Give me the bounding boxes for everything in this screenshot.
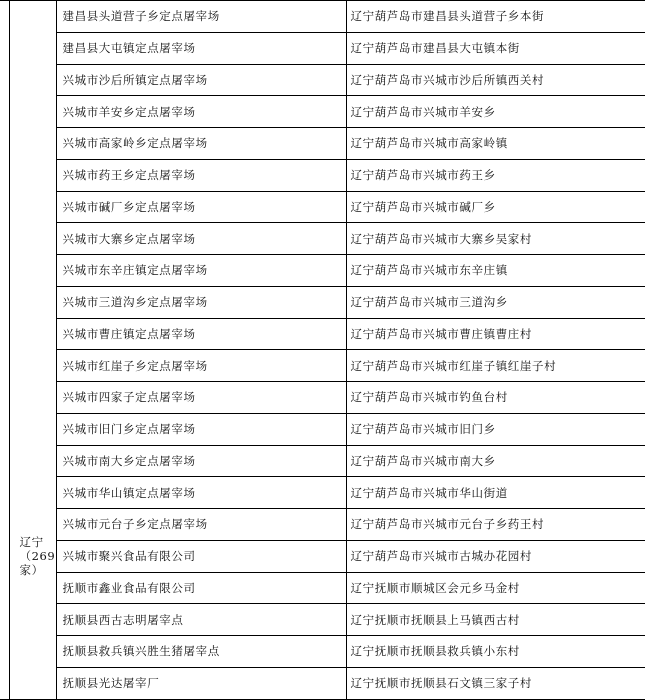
facility-address: 辽宁葫芦岛市兴城市华山街道 [346, 477, 645, 509]
table-row [0, 128, 645, 160]
facility-address: 辽宁葫芦岛市建昌县大屯镇本街 [346, 32, 645, 64]
table-row [0, 413, 645, 445]
table-row [0, 445, 645, 477]
facility-address: 辽宁葫芦岛市兴城市钓鱼台村 [346, 382, 645, 414]
table-row [0, 540, 645, 572]
facility-name: 抚顺县救兵镇兴胜生猪屠宰点 [56, 636, 346, 668]
facility-address: 辽宁抚顺市抚顺县上马镇西古村 [346, 604, 645, 636]
facility-address: 辽宁葫芦岛市兴城市曹庄镇曹庄村 [346, 318, 645, 350]
facility-name: 抚顺县光达屠宰厂 [56, 667, 346, 699]
facility-address: 辽宁抚顺市顺城区会元乡马金村 [346, 572, 645, 604]
table-row [0, 604, 645, 636]
facility-name: 兴城市碱厂乡定点屠宰场 [56, 191, 346, 223]
table-row [0, 509, 645, 541]
facility-name: 兴城市聚兴食品有限公司 [56, 540, 346, 572]
table-row [0, 477, 645, 509]
region-unit: 家） [19, 562, 44, 577]
facility-name: 建昌县大屯镇定点屠宰场 [56, 32, 346, 64]
facility-name: 兴城市东辛庄镇定点屠宰场 [56, 255, 346, 287]
table-row [0, 1, 645, 33]
facility-name: 建昌县头道营子乡定点屠宰场 [56, 1, 346, 33]
table-row [0, 223, 645, 255]
facility-name: 兴城市羊安乡定点屠宰场 [56, 96, 346, 128]
table-row [0, 350, 645, 382]
table-row [0, 318, 645, 350]
table-row [0, 32, 645, 64]
facility-address: 辽宁葫芦岛市兴城市三道沟乡 [346, 286, 645, 318]
facility-name: 兴城市沙后所镇定点屠宰场 [56, 64, 346, 96]
region-cell [9, 1, 56, 700]
table-row [0, 382, 645, 414]
facility-address: 辽宁葫芦岛市兴城市红崖子镇红崖子村 [346, 350, 645, 382]
facility-name: 兴城市药王乡定点屠宰场 [56, 159, 346, 191]
facility-name: 兴城市红崖子乡定点屠宰场 [56, 350, 346, 382]
facility-name: 兴城市大寨乡定点屠宰场 [56, 223, 346, 255]
table-row [0, 64, 645, 96]
facility-address: 辽宁葫芦岛市兴城市旧门乡 [346, 413, 645, 445]
facility-address: 辽宁葫芦岛市兴城市羊安乡 [346, 96, 645, 128]
facility-address: 辽宁葫芦岛市兴城市东辛庄镇 [346, 255, 645, 287]
facility-address: 辽宁葫芦岛市兴城市碱厂乡 [346, 191, 645, 223]
facility-name: 兴城市曹庄镇定点屠宰场 [56, 318, 346, 350]
facility-address: 辽宁抚顺市抚顺县石文镇三家子村 [346, 667, 645, 699]
region-count: （269 [19, 548, 56, 563]
facility-address: 辽宁葫芦岛市兴城市南大乡 [346, 445, 645, 477]
table-row [0, 636, 645, 668]
table-row [0, 572, 645, 604]
table-row [0, 96, 645, 128]
facility-name: 兴城市高家岭乡定点屠宰场 [56, 128, 346, 160]
table-row [0, 191, 645, 223]
facility-name: 兴城市旧门乡定点屠宰场 [56, 413, 346, 445]
facility-address: 辽宁葫芦岛市兴城市古城办花园村 [346, 540, 645, 572]
facility-address: 辽宁葫芦岛市兴城市沙后所镇西关村 [346, 64, 645, 96]
facility-address: 辽宁葫芦岛市兴城市药王乡 [346, 159, 645, 191]
table-row [0, 286, 645, 318]
facility-name: 抚顺市鑫业食品有限公司 [56, 572, 346, 604]
table-row [0, 667, 645, 699]
facility-address: 辽宁葫芦岛市兴城市高家岭镇 [346, 128, 645, 160]
facility-address: 辽宁葫芦岛市兴城市元台子乡药王村 [346, 509, 645, 541]
facility-name: 抚顺县西古志明屠宰点 [56, 604, 346, 636]
facility-address: 辽宁葫芦岛市建昌县头道营子乡本街 [346, 1, 645, 33]
facility-name: 兴城市三道沟乡定点屠宰场 [56, 286, 346, 318]
facility-address: 辽宁抚顺市抚顺县救兵镇小东村 [346, 636, 645, 668]
facility-name: 兴城市南大乡定点屠宰场 [56, 445, 346, 477]
facility-name: 兴城市华山镇定点屠宰场 [56, 477, 346, 509]
facility-name: 兴城市四家子定点屠宰场 [56, 382, 346, 414]
table-row [0, 159, 645, 191]
table-body [0, 1, 645, 700]
facility-address: 辽宁葫芦岛市兴城市大寨乡吴家村 [346, 223, 645, 255]
facility-name: 兴城市元台子乡定点屠宰场 [56, 509, 346, 541]
table-row [0, 255, 645, 287]
left-margin-cell [0, 1, 9, 700]
region-name: 辽宁 [19, 534, 44, 549]
